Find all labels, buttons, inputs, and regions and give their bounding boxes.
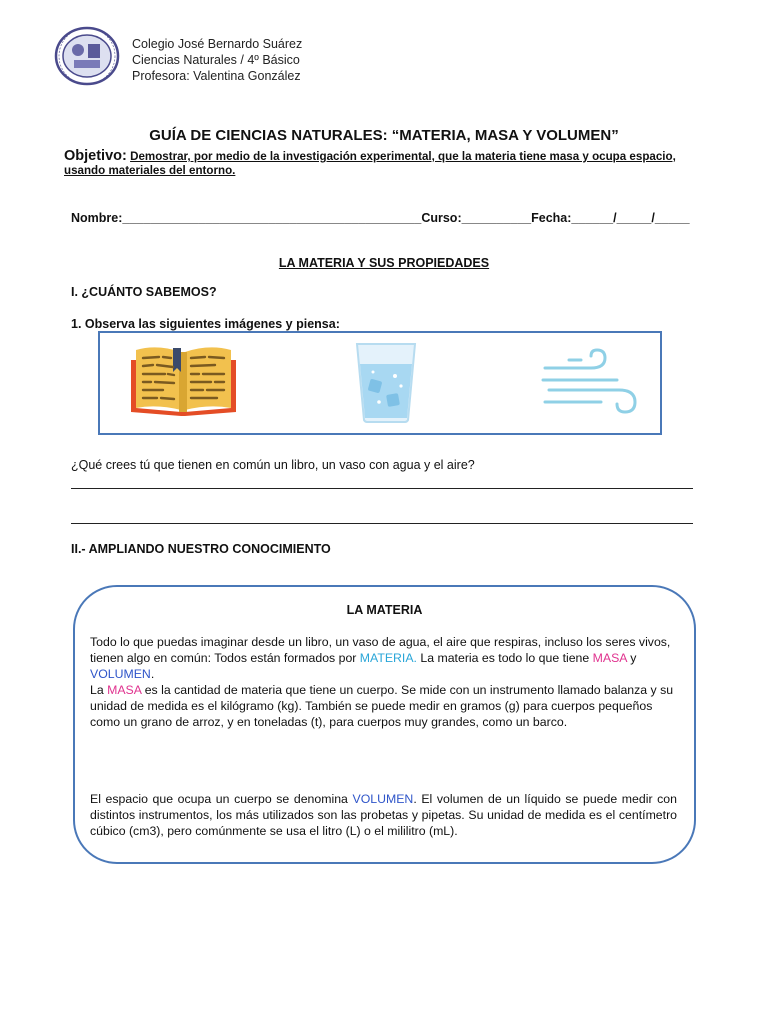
- section-title: LA MATERIA Y SUS PROPIEDADES: [278, 256, 490, 270]
- part-1-title: I. ¿CUÁNTO SABEMOS?: [71, 285, 217, 299]
- text: .: [150, 667, 155, 682]
- school-logo: [54, 26, 120, 86]
- page-title: GUÍA DE CIENCIAS NATURALES: “MATERIA, MASA Y VOLUMEN”: [149, 127, 619, 144]
- text: es la cantidad de materia que tiene un cuerpo. Se mide con un instrumento llamado balanza y su unidad de medida es el kilógramo (kg). También se puede medir en gramos (g) para cuerpos pequeños como un grano de arroz, y en toneladas (t), para cuerpos muy grandes, como un barco.: [90, 683, 674, 730]
- text: El espacio que ocupa un cuerpo se denomina: [90, 792, 353, 806]
- text: y: [626, 651, 637, 666]
- objective: [64, 149, 684, 178]
- part-1-item: 1. Observa las siguientes imágenes y piensa:: [71, 317, 340, 331]
- text: La materia es todo lo que tiene: [416, 651, 593, 666]
- answer-line[interactable]: [71, 523, 693, 524]
- part-2-title: II.- AMPLIANDO NUESTRO CONOCIMIENTO: [71, 542, 331, 556]
- teacher-name: Profesora: Valentina González: [132, 69, 301, 83]
- keyword-volumen: VOLUMEN: [90, 667, 151, 682]
- info-box-title: LA MATERIA: [346, 603, 423, 617]
- keyword-materia: MATERIA.: [359, 651, 417, 666]
- book-icon: [127, 342, 240, 418]
- text: . El volumen de un líquido se puede medir con distintos instrumentos, los más utilizados son las probetas y pipetas. Su unidad de medida es el centímetro cúbico (cm3), pero comúnmente se usa el litro (L) o el mililitro (mL).: [90, 792, 677, 839]
- paragraph-masa: [90, 682, 677, 731]
- school-info: [132, 36, 302, 84]
- text: Todo lo que puedas imaginar desde un libro, un vaso de agua, el aire que respiras, incluso los seres vivos, tienen algo en común: Todos están formados por: [90, 635, 671, 666]
- keyword-volumen: VOLUMEN: [352, 792, 414, 806]
- objective-label: Objetivo:: [64, 148, 127, 164]
- paragraph-materia: [90, 634, 677, 683]
- wind-icon: [539, 346, 641, 418]
- objective-text: Demostrar, por medio de la investigación experimental, que la materia tiene masa y ocupa espacio, usando materiales del entorno.: [64, 150, 676, 177]
- school-name: Colegio José Bernardo Suárez: [132, 37, 303, 51]
- student-info-line[interactable]: Nombre:___________________________________________Curso:__________Fecha:______/_____/_____: [71, 211, 690, 225]
- glass-of-water-icon: [355, 342, 417, 424]
- paragraph-volumen: [90, 791, 677, 840]
- keyword-masa: MASA: [592, 651, 627, 666]
- text: La: [90, 683, 108, 697]
- subject-grade: Ciencias Naturales / 4º Básico: [132, 53, 300, 67]
- keyword-masa: MASA: [107, 683, 142, 697]
- answer-line[interactable]: [71, 488, 693, 489]
- question-text: ¿Qué crees tú que tienen en común un libro, un vaso con agua y el aire?: [71, 458, 475, 472]
